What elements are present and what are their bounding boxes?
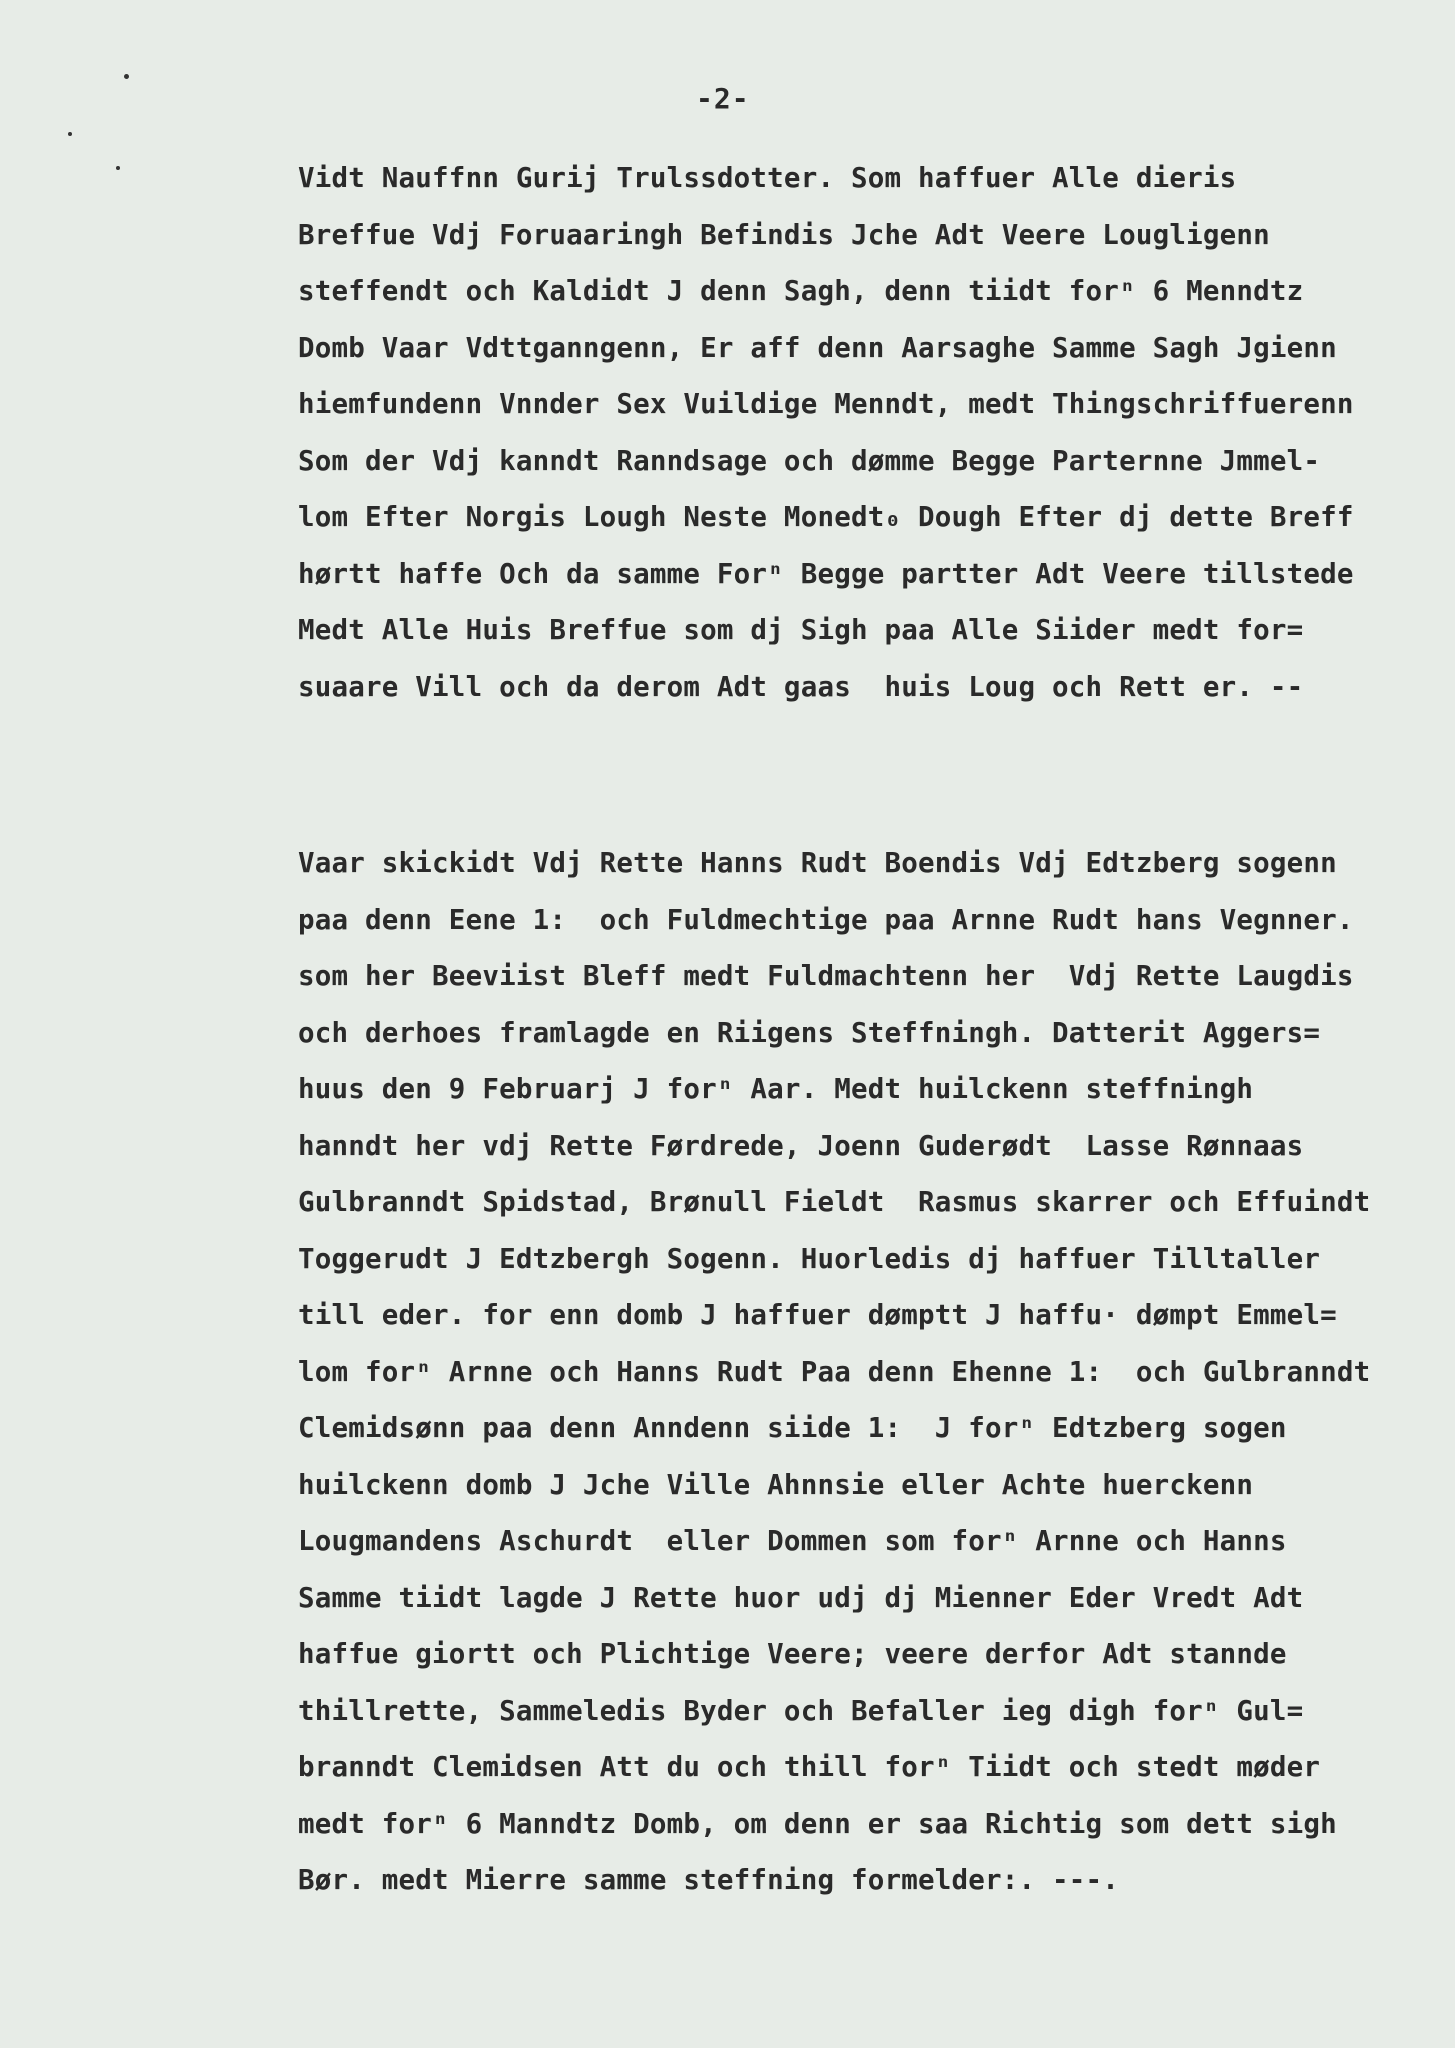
text-line: och derhoes framlagde en Riigens Steffningh. Datterit Aggers= xyxy=(298,1016,1321,1049)
paragraph-1 xyxy=(298,150,1428,715)
margin-dot xyxy=(116,166,120,170)
text-line: Bør. medt Mierre samme steffning formelder:. ---. xyxy=(298,1864,1120,1896)
text-line: lom forⁿ Arnne och Hanns Rudt Paa denn Ehenne 1: och Gulbranndt xyxy=(298,1355,1371,1388)
text-line: huus den 9 Februarj J forⁿ Aar. Medt huilckenn steffningh xyxy=(298,1073,1254,1105)
text-line: branndt Clemidsen Att du och thill forⁿ Tiidt och stedt møder xyxy=(298,1751,1321,1783)
text-line: haffue giortt och Plichtige Veere; veere derfor Adt stannde xyxy=(298,1638,1287,1670)
text-line: hanndt her vdj Rette Førdrede, Joenn Guderødt Lasse Rønnaas xyxy=(298,1129,1304,1162)
text-line: Breffue Vdj Foruaaringh Befindis Jche Adt Veere Lougligenn xyxy=(298,218,1270,251)
text-line: huilckenn domb J Jche Ville Ahnnsie eller Achte huerckenn xyxy=(298,1468,1254,1501)
text-line: Medt Alle Huis Breffue som dj Sigh paa Alle Siider medt for= xyxy=(298,614,1304,646)
text-line: hiemfundenn Vnnder Sex Vuildige Menndt, medt Thingschriffuerenn xyxy=(298,388,1354,420)
text-line: Toggerudt J Edtzbergh Sogenn. Huorledis dj haffuer Tilltaller xyxy=(298,1242,1321,1275)
text-line: som her Beeviist Bleff medt Fuldmachtenn her Vdj Rette Laugdis xyxy=(298,960,1354,992)
text-line: Samme tiidt lagde J Rette huor udj dj Mienner Eder Vredt Adt xyxy=(298,1581,1304,1614)
text-line: Domb Vaar Vdttganngenn, Er aff denn Aarsaghe Samme Sagh Jgienn xyxy=(298,331,1337,364)
text-line: steffendt och Kaldidt J denn Sagh, denn tiidt forⁿ 6 Menndtz xyxy=(298,275,1304,307)
text-line: suaare Vill och da derom Adt gaas huis Loug och Rett er. -- xyxy=(298,670,1304,703)
text-line: Som der Vdj kanndt Ranndsage och dømme Begge Parternne Jmmel- xyxy=(298,444,1321,477)
margin-dot xyxy=(124,74,129,79)
paragraph-2 xyxy=(298,835,1428,1909)
text-line: lom Efter Norgis Lough Neste Monedt₀ Dough Efter dj dette Breff xyxy=(298,501,1354,533)
text-line: Vaar skickidt Vdj Rette Hanns Rudt Boendis Vdj Edtzberg sogenn xyxy=(298,847,1337,879)
text-line: till eder. for enn domb J haffuer dømptt J haffu· dømpt Emmel= xyxy=(298,1299,1337,1331)
text-line: Clemidsønn paa denn Anndenn siide 1: J forⁿ Edtzberg sogen xyxy=(298,1412,1287,1444)
page-number: -2- xyxy=(696,82,750,115)
text-line: thillrette, Sammeledis Byder och Befaller ieg digh forⁿ Gul= xyxy=(298,1694,1304,1727)
text-line: medt forⁿ 6 Manndtz Domb, om denn er saa Richtig som dett sigh xyxy=(298,1807,1337,1840)
text-line: Gulbranndt Spidstad, Brønull Fieldt Rasmus skarrer och Effuindt xyxy=(298,1186,1371,1218)
text-line: Lougmandens Aschurdt eller Dommen som forⁿ Arnne och Hanns xyxy=(298,1525,1287,1557)
text-line: Vidt Nauffnn Gurij Trulssdotter. Som haffuer Alle dieris xyxy=(298,162,1237,194)
text-line: paa denn Eene 1: och Fuldmechtige paa Arnne Rudt hans Vegnner. xyxy=(298,903,1354,936)
text-line: hørtt haffe Och da samme Forⁿ Begge partter Adt Veere tillstede xyxy=(298,557,1354,590)
margin-dot xyxy=(68,132,72,136)
